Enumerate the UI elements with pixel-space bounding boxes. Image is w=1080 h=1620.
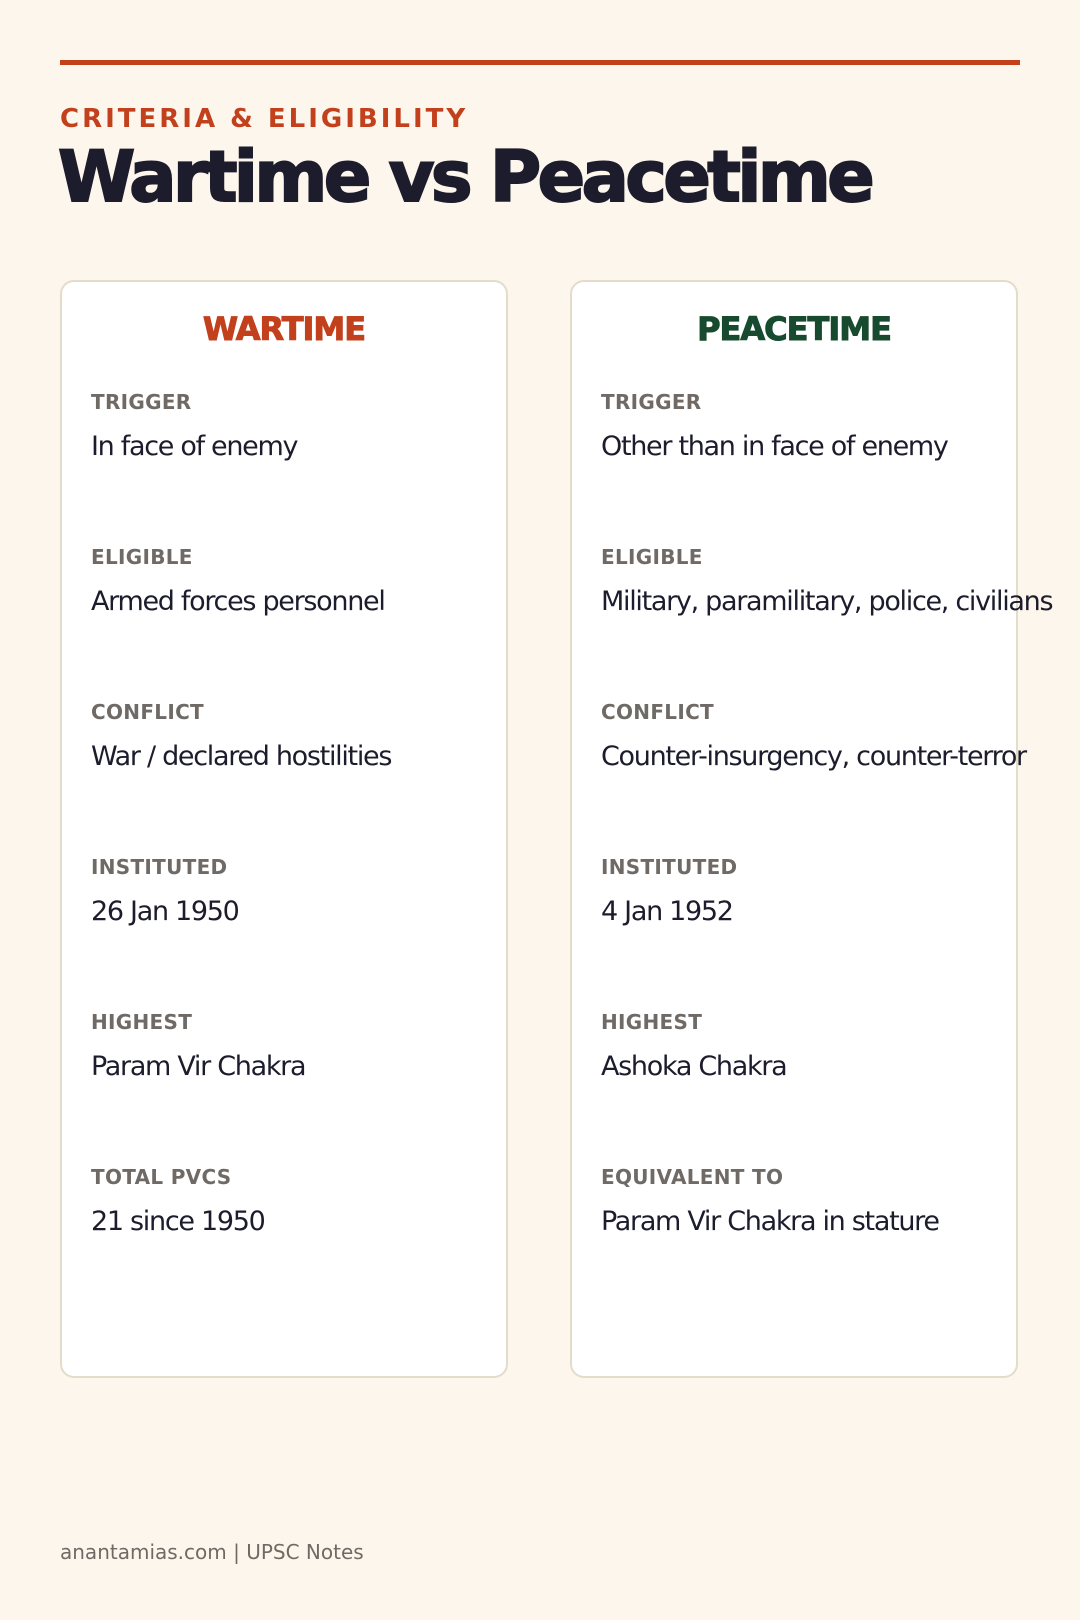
row-label: INSTITUTED xyxy=(601,855,738,879)
peacetime-row-eligible xyxy=(601,545,1080,619)
row-value: War / declared hostilities xyxy=(91,741,392,772)
peacetime-row-instituted xyxy=(601,855,1080,929)
row-value: 4 Jan 1952 xyxy=(601,896,733,927)
wartime-row-conflict xyxy=(91,700,571,774)
row-label: TRIGGER xyxy=(601,390,702,414)
wartime-row-highest xyxy=(91,1010,571,1084)
row-value: In face of enemy xyxy=(91,431,298,462)
row-label: HIGHEST xyxy=(601,1010,703,1034)
row-label: CONFLICT xyxy=(601,700,714,724)
peacetime-row-equivalent-to xyxy=(601,1165,1080,1239)
row-value: 26 Jan 1950 xyxy=(91,896,239,927)
row-value: Other than in face of enemy xyxy=(601,431,948,462)
top-accent-rule xyxy=(60,60,1020,65)
row-value: Armed forces personnel xyxy=(91,586,385,617)
wartime-row-trigger xyxy=(91,390,571,464)
row-label: HIGHEST xyxy=(91,1010,193,1034)
row-label: TRIGGER xyxy=(91,390,192,414)
footer-credit: anantamias.com | UPSC Notes xyxy=(60,1540,364,1564)
row-label: INSTITUTED xyxy=(91,855,228,879)
wartime-row-eligible xyxy=(91,545,571,619)
row-label: TOTAL PVCS xyxy=(91,1165,232,1189)
row-label: EQUIVALENT TO xyxy=(601,1165,784,1189)
wartime-heading: WARTIME xyxy=(202,310,366,348)
page-title: Wartime vs Peacetime xyxy=(58,136,872,218)
row-value: Param Vir Chakra in stature xyxy=(601,1206,939,1237)
row-label: CONFLICT xyxy=(91,700,204,724)
row-value: Military, paramilitary, police, civilians xyxy=(601,586,1053,617)
row-value: Param Vir Chakra xyxy=(91,1051,306,1082)
peacetime-row-conflict xyxy=(601,700,1080,774)
peacetime-card xyxy=(570,280,1053,1378)
row-value: Counter-insurgency, counter-terror xyxy=(601,741,1026,772)
wartime-row-total-pvcs xyxy=(91,1165,571,1239)
wartime-card xyxy=(60,280,508,1378)
row-label: ELIGIBLE xyxy=(91,545,193,569)
row-value: 21 since 1950 xyxy=(91,1206,265,1237)
peacetime-row-trigger xyxy=(601,390,1080,464)
wartime-row-instituted xyxy=(91,855,571,929)
row-label: ELIGIBLE xyxy=(601,545,703,569)
section-eyebrow: CRITERIA & ELIGIBILITY xyxy=(60,104,469,134)
peacetime-row-highest xyxy=(601,1010,1080,1084)
row-value: Ashoka Chakra xyxy=(601,1051,787,1082)
peacetime-heading: PEACETIME xyxy=(697,310,891,348)
